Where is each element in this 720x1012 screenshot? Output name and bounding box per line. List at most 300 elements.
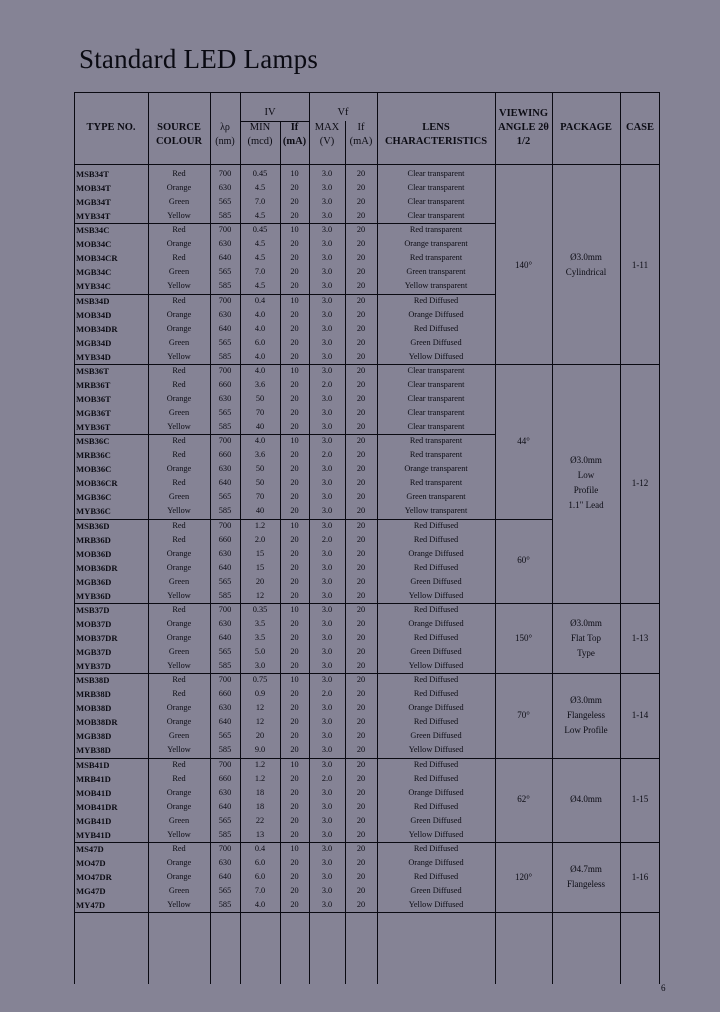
case-cell: 1-11 [631,259,649,270]
cell-type: MOB37DR [76,632,118,643]
cell-iv-min: 50 [255,393,265,403]
cell-iv-if: 20 [290,745,299,755]
cell-vf-if: 20 [356,379,366,389]
cell-source-colour: Red [172,520,186,530]
table-horizontal-rule [552,912,620,913]
cell-vf-max: 3.0 [321,281,333,291]
cell-vf-if: 20 [356,604,366,614]
cell-vf-max: 3.0 [321,183,333,193]
cell-iv-if: 20 [290,534,299,544]
cell-type: MYB37D [76,661,111,672]
cell-wavelength: 700 [218,520,232,530]
cell-vf-if: 20 [356,745,366,755]
table-horizontal-rule [74,603,495,604]
cell-vf-if: 20 [356,829,366,839]
table-vertical-rule [377,92,378,984]
cell-wavelength: 585 [218,506,232,516]
cell-lens: Red transparent [409,450,463,460]
cell-source-colour: Green [168,492,190,502]
cell-vf-if: 20 [356,436,366,446]
page-number: 6 [661,983,666,993]
cell-iv-if: 10 [290,520,299,530]
table-row [74,406,660,420]
viewing-angle-cell: 70° [517,709,530,720]
cell-iv-min: 70 [255,492,265,502]
cell-wavelength: 565 [218,576,232,586]
cell-vf-if: 20 [356,815,366,825]
cell-iv-if: 10 [290,225,299,235]
package-cell: Ø3.0mm Flat Top Type [570,617,602,658]
cell-iv-min: 0.75 [252,675,268,685]
cell-type: MSB34D [76,295,110,306]
cell-type: MRB41D [76,773,111,784]
cell-vf-max: 3.0 [321,675,333,685]
cell-iv-if: 20 [290,506,299,516]
cell-wavelength: 585 [218,590,232,600]
cell-iv-if: 20 [290,267,299,277]
cell-lens: Clear transparent [407,211,465,221]
cell-source-colour: Green [168,576,190,586]
table-row [74,420,660,434]
cell-source-colour: Green [168,337,190,347]
cell-iv-if: 20 [290,393,299,403]
cell-source-colour: Orange [166,548,192,558]
cell-vf-if: 20 [356,576,366,586]
cell-lens: Clear transparent [407,183,465,193]
table-row [74,772,660,786]
cell-type: MGB36C [76,492,112,503]
table-vertical-rule [280,121,281,984]
case-cell: 1-15 [631,794,649,805]
cell-lens: Yellow Diffused [408,745,464,755]
cell-vf-if: 20 [356,703,366,713]
cell-wavelength: 585 [218,351,232,361]
cell-type: MGB36T [76,408,111,419]
cell-iv-min: 70 [255,408,265,418]
table-row [74,195,660,209]
page-title: Standard LED Lamps [79,44,319,74]
cell-wavelength: 700 [218,169,232,178]
cell-iv-min: 7.0 [254,197,266,207]
table-row [74,533,660,547]
cell-vf-if: 20 [356,590,366,600]
cell-type: MOB38D [76,703,112,714]
table-vertical-rule [345,121,346,984]
cell-vf-if: 20 [356,295,366,305]
cell-iv-if: 20 [290,773,299,783]
cell-lens: Green Diffused [410,576,462,586]
cell-source-colour: Orange [166,393,192,403]
cell-vf-if: 20 [356,675,366,685]
table-row [74,322,660,336]
cell-vf-max: 3.0 [321,520,333,530]
cell-vf-if: 20 [356,520,366,530]
cell-iv-min: 50 [255,478,265,488]
cell-iv-if: 20 [290,857,299,867]
cell-wavelength: 630 [218,309,232,319]
cell-wavelength: 640 [218,717,232,727]
cell-wavelength: 640 [218,872,232,881]
cell-vf-if: 20 [356,309,366,319]
table-horizontal-rule [74,92,660,93]
cell-wavelength: 640 [218,562,232,572]
cell-iv-if: 10 [290,295,299,305]
cell-iv-if: 10 [290,675,299,685]
cell-wavelength: 640 [218,478,232,488]
cell-iv-if: 20 [290,183,299,193]
cell-iv-min: 3.5 [254,632,266,642]
cell-source-colour: Orange [166,309,192,319]
cell-wavelength: 640 [218,253,232,263]
cell-source-colour: Yellow [167,829,191,839]
table-row [74,308,660,322]
cell-vf-if: 20 [356,351,366,361]
viewing-angle-cell: 44° [517,435,530,446]
cell-source-colour: Yellow [167,211,191,221]
case-cell: 1-12 [631,477,649,488]
cell-iv-if: 10 [290,843,299,853]
cell-iv-min: 4.5 [254,183,266,193]
cell-type: MGB36D [76,576,112,587]
cell-iv-min: 4.5 [254,239,266,249]
cell-iv-min: 1.2 [254,520,266,530]
cell-vf-if: 20 [356,492,366,502]
cell-vf-max: 3.0 [321,759,333,769]
cell-vf-max: 3.0 [321,309,333,319]
cell-iv-if: 20 [290,478,299,488]
case-cell: 1-13 [631,632,649,643]
table-horizontal-rule [74,364,495,365]
cell-vf-max: 3.0 [321,647,333,657]
table-horizontal-rule [620,842,660,843]
cell-iv-if: 20 [290,689,299,699]
cell-source-colour: Yellow [167,661,191,671]
header-type: TYPE NO. [86,122,136,133]
cell-type: MSB36C [76,436,110,447]
table-vertical-rule [309,92,310,984]
table-horizontal-rule [74,223,495,224]
cell-lens: Red transparent [409,436,463,446]
cell-vf-if: 20 [356,478,366,488]
cell-iv-if: 20 [290,731,299,741]
cell-source-colour: Red [172,225,186,235]
cell-iv-if: 20 [290,590,299,600]
cell-source-colour: Red [172,295,186,305]
table-row [74,743,660,757]
cell-vf-if: 20 [356,169,366,178]
cell-vf-if: 20 [356,323,366,333]
cell-type: MGB37D [76,647,112,658]
header-vf-max: MAX (V) [314,122,340,147]
cell-vf-max: 3.0 [321,632,333,642]
table-horizontal-rule [552,603,620,604]
cell-vf-if: 20 [356,759,366,769]
cell-wavelength: 630 [218,857,232,867]
cell-lens: Clear transparent [407,197,465,207]
cell-wavelength: 660 [218,379,232,389]
cell-vf-max: 3.0 [321,365,333,375]
cell-lens: Clear transparent [407,422,465,432]
header-iv-min: MIN (mcd) [247,122,273,147]
cell-source-colour: Red [172,169,186,178]
cell-vf-max: 3.0 [321,731,333,741]
cell-iv-min: 7.0 [254,886,266,896]
table-horizontal-rule [495,519,552,520]
cell-iv-min: 12 [255,590,265,600]
cell-vf-max: 3.0 [321,576,333,586]
cell-source-colour: Red [172,379,186,389]
cell-vf-if: 20 [356,365,366,375]
cell-vf-max: 3.0 [321,717,333,727]
cell-type: MG47D [76,886,106,897]
table-vertical-rule [148,92,149,984]
cell-source-colour: Green [168,197,190,207]
cell-iv-min: 0.45 [252,169,268,178]
cell-vf-max: 3.0 [321,351,333,361]
cell-source-colour: Yellow [167,351,191,361]
cell-type: MGB34D [76,337,112,348]
cell-wavelength: 565 [218,731,232,741]
cell-vf-if: 20 [356,632,366,642]
cell-lens: Red Diffused [413,520,459,530]
table-header [74,92,660,165]
cell-source-colour: Orange [166,239,192,249]
cell-wavelength: 585 [218,829,232,839]
cell-source-colour: Red [172,478,186,488]
cell-vf-if: 20 [356,197,366,207]
cell-wavelength: 565 [218,492,232,502]
cell-iv-if: 20 [290,632,299,642]
table-horizontal-rule [495,673,552,674]
cell-vf-if: 20 [356,464,366,474]
cell-wavelength: 660 [218,689,232,699]
cell-vf-if: 20 [356,562,366,572]
cell-source-colour: Orange [166,801,192,811]
cell-wavelength: 585 [218,281,232,291]
cell-iv-min: 1.2 [254,759,266,769]
table-horizontal-rule [74,519,495,520]
table-horizontal-rule [620,364,660,365]
cell-iv-if: 20 [290,872,299,881]
cell-vf-if: 20 [356,717,366,727]
cell-type: MSB34T [76,169,109,179]
cell-wavelength: 630 [218,703,232,713]
header-viewing: VIEWING ANGLE 2θ 1/2 [498,108,549,147]
cell-vf-if: 20 [356,618,366,628]
cell-source-colour: Orange [166,857,192,867]
cell-source-colour: Orange [166,787,192,797]
cell-type: MYB36D [76,590,111,601]
cell-iv-min: 4.0 [254,351,266,361]
cell-source-colour: Orange [166,717,192,727]
cell-iv-if: 20 [290,464,299,474]
cell-wavelength: 585 [218,211,232,221]
cell-lens: Green Diffused [410,731,462,741]
cell-lens: Yellow Diffused [408,661,464,671]
cell-iv-if: 20 [290,801,299,811]
table-horizontal-rule [74,294,495,295]
table-horizontal-rule [74,912,495,913]
cell-type: MYB36T [76,422,111,433]
cell-iv-min: 0.4 [254,295,266,305]
table-row [74,842,660,856]
cell-wavelength: 585 [218,661,232,671]
cell-wavelength: 700 [218,365,232,375]
cell-iv-min: 6.0 [254,857,266,867]
table-row [74,223,660,237]
cell-iv-min: 2.0 [254,534,266,544]
table-row [74,547,660,561]
cell-vf-max: 3.0 [321,422,333,432]
cell-iv-min: 0.4 [254,843,266,853]
cell-iv-min: 4.0 [254,365,266,375]
cell-lens: Green transparent [406,267,466,277]
cell-iv-min: 3.5 [254,618,266,628]
cell-vf-if: 20 [356,183,366,193]
header-vf: Vf [337,107,349,118]
cell-vf-if: 20 [356,548,366,558]
cell-iv-min: 40 [255,422,265,432]
cell-iv-if: 20 [290,281,299,291]
cell-lens: Red Diffused [413,562,459,572]
table-vertical-rule [74,92,75,984]
cell-iv-if: 20 [290,337,299,347]
cell-vf-max: 3.0 [321,661,333,671]
cell-vf-max: 3.0 [321,408,333,418]
cell-source-colour: Orange [166,872,192,881]
table-vertical-rule [620,92,621,984]
cell-vf-max: 3.0 [321,801,333,811]
table-row [74,659,660,673]
cell-source-colour: Red [172,436,186,446]
package-cell: Ø3.0mm Flangeless Low Profile [564,694,608,735]
cell-lens: Clear transparent [407,379,465,389]
table-body [74,165,660,985]
cell-iv-min: 15 [255,562,265,572]
cell-wavelength: 700 [218,843,232,853]
cell-vf-max: 2.0 [321,450,333,460]
cell-iv-if: 10 [290,169,299,178]
cell-source-colour: Red [172,534,186,544]
cell-wavelength: 630 [218,464,232,474]
cell-iv-if: 20 [290,351,299,361]
cell-vf-max: 2.0 [321,379,333,389]
table-row [74,167,660,181]
table-row [74,758,660,772]
cell-vf-max: 3.0 [321,703,333,713]
cell-type: MRB38D [76,689,111,700]
cell-lens: Yellow Diffused [408,900,464,910]
cell-wavelength: 640 [218,801,232,811]
table-row [74,434,660,448]
cell-wavelength: 565 [218,267,232,277]
cell-iv-min: 22 [255,815,265,825]
table-horizontal-rule [495,912,552,913]
cell-lens: Clear transparent [407,408,465,418]
table-row [74,519,660,533]
cell-type: MOB36DR [76,562,118,573]
cell-vf-if: 20 [356,900,366,910]
table-row [74,378,660,392]
cell-source-colour: Yellow [167,900,191,910]
table-row [74,561,660,575]
cell-type: MOB41DR [76,801,118,812]
cell-source-colour: Green [168,408,190,418]
table-horizontal-rule [74,434,495,435]
cell-source-colour: Orange [166,632,192,642]
cell-lens: Red Diffused [413,604,459,614]
cell-vf-max: 3.0 [321,548,333,558]
cell-wavelength: 630 [218,183,232,193]
cell-type: MOB37D [76,618,112,629]
cell-source-colour: Green [168,647,190,657]
cell-iv-min: 50 [255,464,265,474]
cell-vf-max: 3.0 [321,436,333,446]
cell-vf-max: 3.0 [321,618,333,628]
cell-source-colour: Yellow [167,745,191,755]
cell-type: MSB37D [76,604,110,615]
cell-type: MOB34T [76,183,111,194]
header-if2: If (mA) [349,122,373,147]
cell-vf-max: 3.0 [321,857,333,867]
cell-type: MSB41D [76,759,110,770]
cell-iv-min: 4.0 [254,900,266,910]
cell-vf-if: 20 [356,872,366,881]
cell-type: MGB34T [76,197,111,208]
cell-type: MOB38DR [76,717,118,728]
viewing-angle-cell: 120° [514,871,533,882]
viewing-angle-cell: 140° [514,259,533,270]
table-vertical-rule [210,92,211,984]
cell-iv-min: 20 [255,576,265,586]
cell-vf-if: 20 [356,661,366,671]
cell-vf-max: 3.0 [321,562,333,572]
cell-vf-max: 2.0 [321,689,333,699]
table-horizontal-rule [552,364,620,365]
cell-iv-if: 20 [290,647,299,657]
package-cell: Ø3.0mm Cylindrical [565,252,607,278]
cell-wavelength: 630 [218,618,232,628]
cell-iv-min: 18 [255,801,265,811]
table-row [74,209,660,223]
cell-iv-min: 7.0 [254,267,266,277]
cell-lens: Red Diffused [413,801,459,811]
cell-lens: Yellow transparent [404,506,468,516]
table-horizontal-rule [74,673,495,674]
cell-lens: Green Diffused [410,337,462,347]
cell-vf-if: 20 [356,408,366,418]
cell-iv-min: 6.0 [254,872,266,881]
cell-type: MYB36C [76,506,111,517]
cell-wavelength: 585 [218,900,232,910]
table-horizontal-rule [620,758,660,759]
cell-lens: Orange Diffused [408,787,464,797]
cell-lens: Red Diffused [413,773,459,783]
cell-wavelength: 640 [218,632,232,642]
cell-vf-if: 20 [356,422,366,432]
cell-lens: Red Diffused [413,632,459,642]
cell-vf-max: 3.0 [321,843,333,853]
cell-vf-max: 3.0 [321,492,333,502]
cell-iv-min: 15 [255,548,265,558]
cell-iv-if: 20 [290,197,299,207]
cell-iv-min: 0.45 [252,225,268,235]
cell-wavelength: 700 [218,436,232,446]
table-row [74,279,660,293]
cell-vf-max: 3.0 [321,590,333,600]
cell-lens: Orange Diffused [408,548,464,558]
cell-iv-min: 3.6 [254,450,266,460]
